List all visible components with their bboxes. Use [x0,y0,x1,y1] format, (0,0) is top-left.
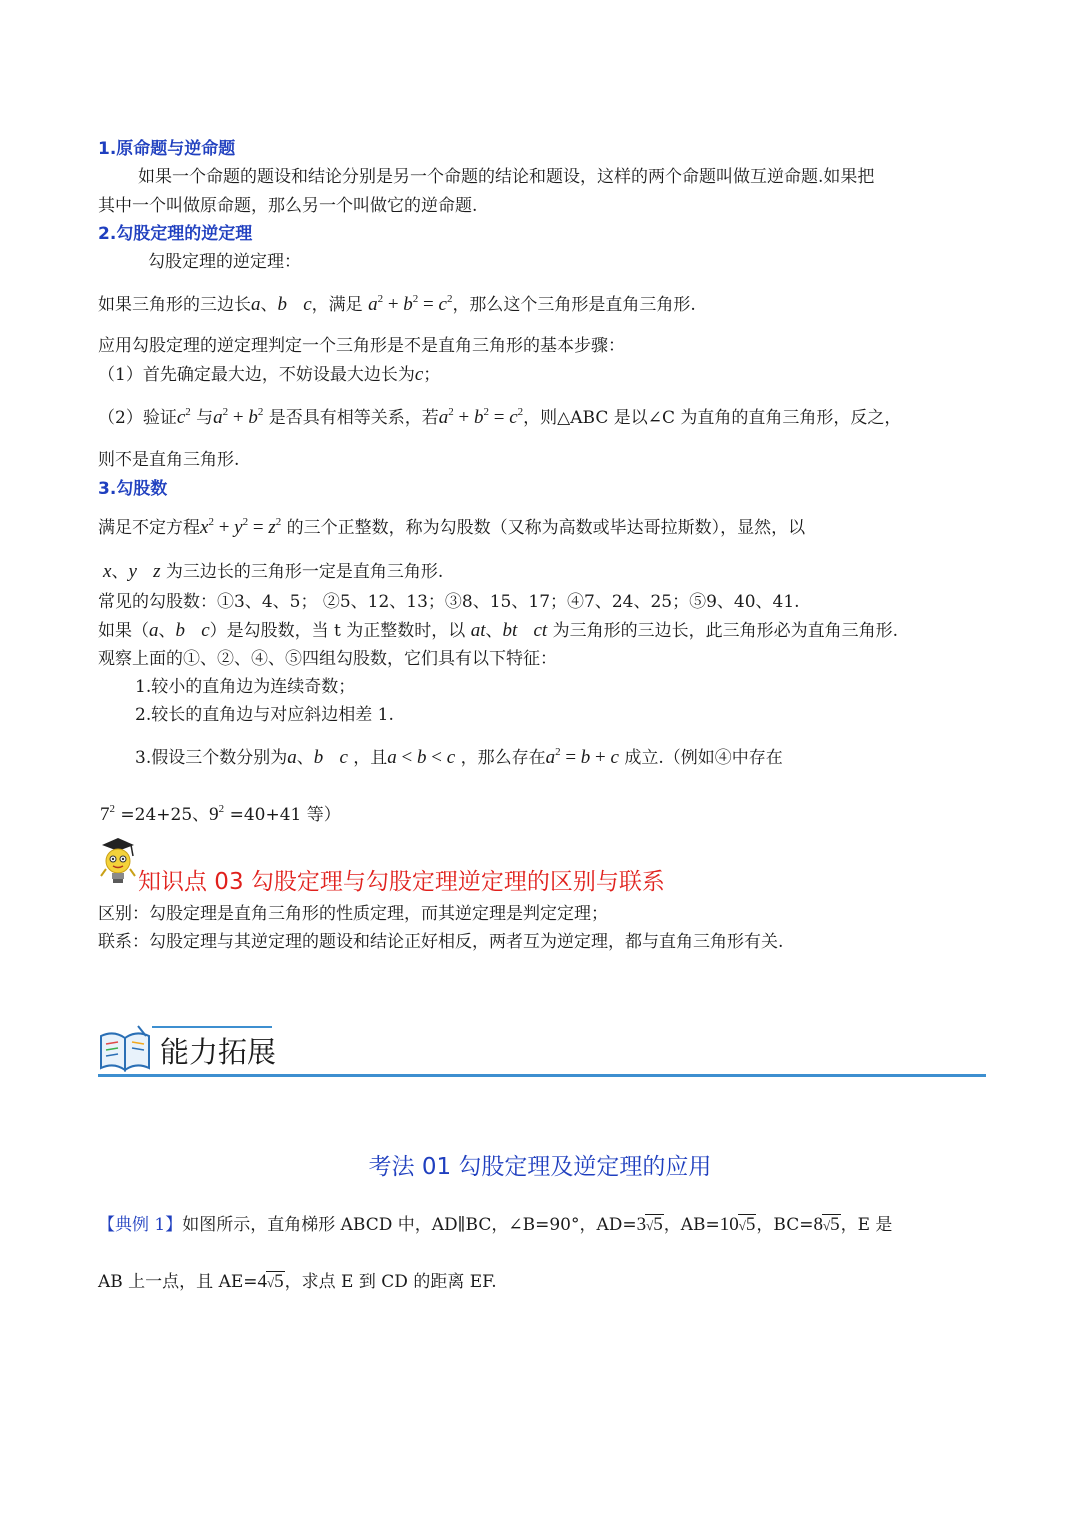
example-tag: 【典例 1】 [98,1215,183,1235]
text-segment: 成立.（例如④中存在 [624,748,783,768]
text-segment: 的三个正整数，称为勾股数（又称为高数或毕达哥拉斯数），显然，以 [286,518,806,538]
text-segment: 与 [196,408,214,428]
formula: ct [533,620,548,641]
text-segment: ，AB= [663,1215,720,1235]
paragraph-line: 则不是直角三角形. [98,450,240,470]
formula: 3√5 [636,1214,663,1235]
text-segment: ； [423,365,441,385]
banner-top-rule [152,1026,272,1028]
step-2 [98,403,901,429]
formula: c [339,747,348,768]
difference-text: 区别：勾股定理是直角三角形的性质定理，而其逆定理是判定定理； [98,904,608,924]
formula: z [153,561,161,582]
triple-sides: x、y z 为三边长的三角形一定是直角三角形. [103,561,444,582]
formula: a [251,294,261,315]
formula: $a^2 + b^2 = c^2$ [438,406,524,428]
example-line-1 [98,1210,892,1236]
formula: $9^2$ [209,803,225,825]
text-segment: AB 上一点，且 AE= [98,1272,258,1292]
text-segment: =40+41 等） [229,805,341,825]
text-segment: ，满足 [311,295,363,315]
text-segment: 如果（ [98,621,149,641]
text-segment: （1）首先确定最大边，不妨设最大边长为 [98,365,415,385]
formula: a < b < c [387,747,456,768]
text-segment: ，那么存在 [460,748,546,768]
text-segment: ，那么这个三角形是直角三角形. [452,295,696,315]
formula: $7^2$ [100,803,115,825]
paragraph-line: 如果一个命题的题设和结论分别是另一个命题的结论和题设，这样的两个命题叫做互逆命题.如果把 [138,167,875,187]
formula: c [303,294,312,315]
formula: $a^2 + b^2$ [213,406,264,428]
paragraph-line: 其中一个叫做原命题，那么另一个叫做它的逆命题. [98,196,478,216]
open-book-icon [98,1022,154,1074]
formula: b [313,747,324,768]
heading-pythagorean-triples: 3.勾股数 [98,479,168,499]
text-segment: 为三角形的三边长，此三角形必为直角三角形. [552,621,899,641]
triple-definition [98,513,805,539]
paragraph-line: 勾股定理的逆定理： [148,252,301,272]
formula: c [414,364,424,385]
method-title: 考法 01 勾股定理及逆定理的应用 [368,1154,712,1180]
formula: c [201,620,210,641]
text-segment: =24+25、 [120,805,210,825]
formula: b [277,294,287,315]
formula: 8√5 [813,1214,840,1235]
formula: x [103,561,112,582]
common-triples: 常见的勾股数：①3、4、5； ②5、12、13；③8、15、17；④7、24、25；⑤9、40、41. [98,592,800,612]
formula: b [175,620,185,641]
text-segment: ，且 [353,748,388,768]
formula: $a^2 + b^2 = c^2$ [368,293,453,315]
text-segment: ，BC= [756,1215,814,1235]
feature-1: 1.较小的直角边为连续奇数； [135,677,356,697]
text-segment: ，求点 E 到 CD 的距离 EF. [284,1272,497,1292]
formula: $x^2 + y^2 = z^2$ [200,516,282,538]
formula: bt [502,620,518,641]
formula: $a^2 = b + c$ [545,746,619,768]
formula: at [470,620,486,641]
text-segment: 为三边长的三角形一定是直角三角形. [165,562,444,582]
text-segment: （2）验证 [98,408,177,428]
paragraph-line: 观察上面的①、②、④、⑤四组勾股数，它们具有以下特征： [98,649,557,669]
text-segment: ）是勾股数，当 t 为正整数时，以 [209,621,466,641]
heading-converse-theorem: 2.勾股定理的逆定理 [98,224,253,244]
text-segment: 3.假设三个数分别为 [135,748,288,768]
theorem-statement: 如果三角形的三边长a、b c，满足 $a^2 + b^2 = c^2$，那么这个三角形是直角三角形. [98,293,696,315]
text-segment: 满足不定方程 [98,518,200,538]
step-1 [98,360,440,386]
example-line-2 [98,1267,497,1293]
formula: 4√5 [257,1271,284,1292]
text-segment: 如果三角形的三边长 [98,295,251,315]
section-title: 能力拓展 [160,1035,277,1069]
text-segment: ，则△ABC 是以∠C 为直角的直角三角形，反之， [523,408,902,428]
formula: 10√5 [719,1214,756,1235]
formula: y [128,561,137,582]
scaled-triples: 如果（a、b c）是勾股数，当 t 为正整数时，以 at、bt ct 为三角形的三边长，此三角形必为直角三角形. [98,620,899,641]
feature-3: 3.假设三个数分别为a、b c ，且a < b < c ，那么存在$a^2 = b + c$ 成立.（例如④中存在 [135,746,783,768]
text-segment: 是否具有相等关系，若 [268,408,439,428]
heading-converse-proposition: 1.原命题与逆命题 [98,139,236,159]
text-segment: ，E 是 [840,1215,893,1235]
feature-2: 2.较长的直角边与对应斜边相差 1. [135,705,394,725]
text-segment: 如图所示，直角梯形 ABCD 中，AD∥BC，∠B=90°，AD= [182,1215,637,1235]
example-squares [100,800,341,826]
knowledge-point-heading: 知识点 03 勾股定理与勾股定理逆定理的区别与联系 [138,869,665,895]
connection-text: 联系：勾股定理与其逆定理的题设和结论正好相反，两者互为逆定理，都与直角三角形有关. [98,932,784,952]
paragraph-line: 应用勾股定理的逆定理判定一个三角形是不是直角三角形的基本步骤： [98,336,625,356]
formula: a [287,747,297,768]
formula: a [149,620,159,641]
lightbulb-graduate-icon [98,836,138,888]
banner-bottom-rule [98,1074,986,1077]
formula: $c^2$ [176,406,191,428]
